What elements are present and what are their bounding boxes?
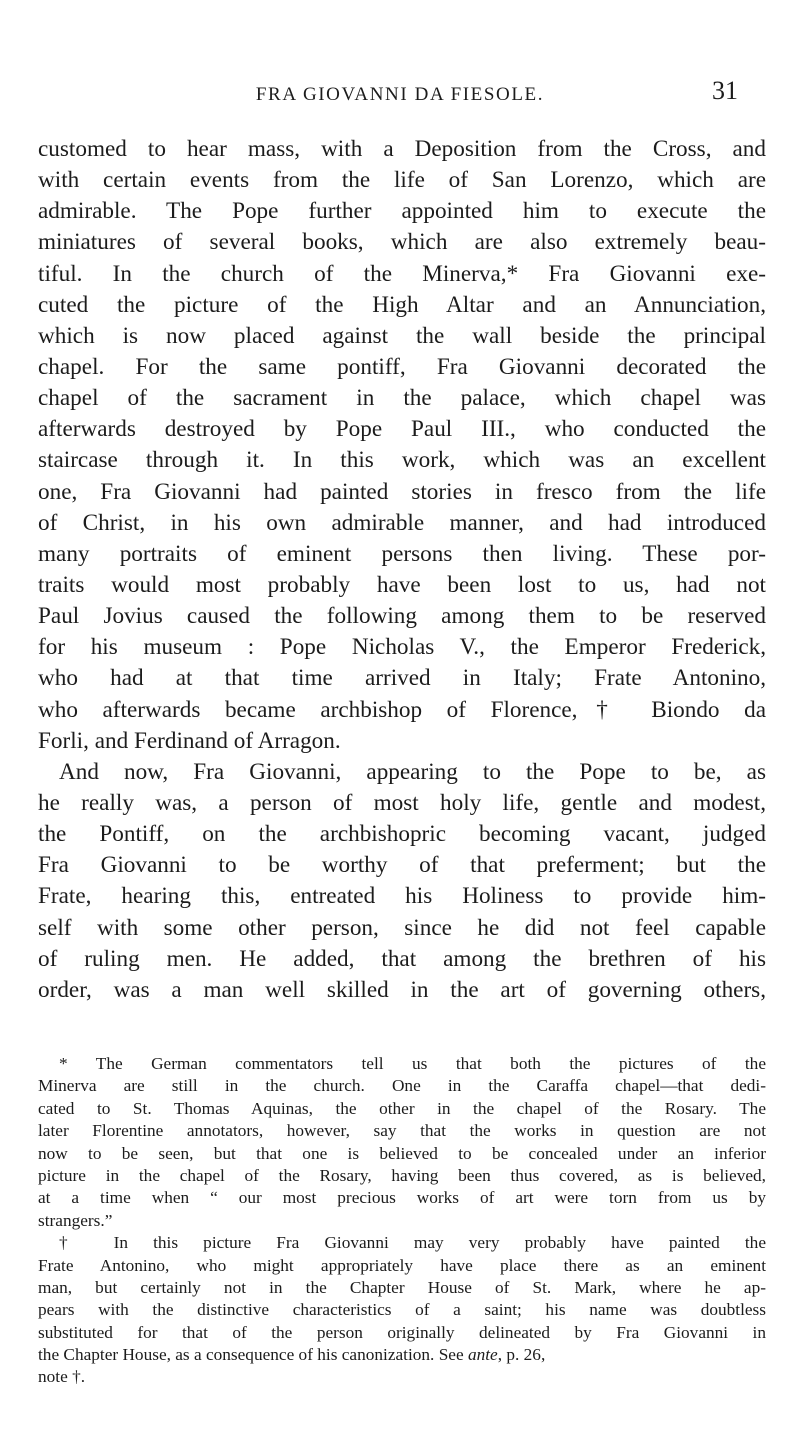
footnote-line: at a time when “ our most precious works of art were torn from us by — [38, 1188, 766, 1208]
text-line: who afterwards became archbishop of Florence,† Biondo da — [38, 696, 766, 723]
footnotes — [38, 1053, 766, 1389]
page-header — [0, 76, 800, 112]
text-line: tiful. In the church of the Minerva,* Fra Giovanni exe- — [38, 260, 766, 287]
main-text — [38, 134, 766, 1006]
text-line: staircase through it. In this work, which was an excellent — [38, 447, 766, 474]
text-line: self with some other person, since he did not feel capable — [38, 914, 766, 941]
text-line: with certain events from the life of San Lorenzo, which are — [38, 167, 766, 194]
footnote-line: picture in the chapel of the Rosary, having been thus covered, as is believed, — [38, 1165, 766, 1185]
text-line: of Christ, in his own admirable manner, and had introduced — [38, 509, 766, 536]
text-line: order, was a man well skilled in the art of governing others, — [38, 976, 766, 1003]
footnote-line — [38, 1344, 766, 1366]
footnote-line: note †. — [38, 1367, 86, 1387]
text-line: chapel of the sacrament in the palace, which chapel was — [38, 385, 766, 412]
text-line: chapel. For the same pontiff, Fra Giovanni decorated the — [38, 353, 766, 380]
footnote-line: strangers.” — [38, 1210, 113, 1230]
footnote-line: Minerva are still in the church. One in the Caraffa chapel—that dedi- — [38, 1076, 766, 1096]
text-line: Paul Jovius caused the following among them to be reserved — [38, 603, 766, 630]
footnote-line: man, but certainly not in the Chapter House of St. Mark, where he ap- — [38, 1277, 766, 1297]
text-line: afterwards destroyed by Pope Paul III., who conducted the — [38, 416, 766, 443]
text-line: Fra Giovanni to be worthy of that preferment; but the — [38, 852, 766, 879]
footnote-line: later Florentine annotators, however, say that the works in question are not — [38, 1121, 766, 1141]
footnote-line: now to be seen, but that one is believed to be concealed under an inferior — [38, 1143, 766, 1163]
text-line: customed to hear mass, with a Deposition from the Cross, and — [38, 136, 766, 162]
running-title: FRA GIOVANNI DA FIESOLE. — [255, 84, 545, 105]
footnote-line: Frate Antonino, who might appropriately have place there as an eminent — [38, 1255, 766, 1275]
text-line: for his museum : Pope Nicholas V., the Emperor Frederick, — [38, 634, 766, 661]
footnote-line: cated to St. Thomas Aquinas, the other in the chapel of the Rosary. The — [38, 1098, 766, 1118]
text-line: Frate, hearing this, entreated his Holiness to provide him- — [38, 883, 766, 910]
text-line: traits would most probably have been lost to us, had not — [38, 571, 766, 598]
footnote-line: substituted for that of the person originally delineated by Fra Giovanni in — [38, 1322, 766, 1342]
text-line: many portraits of eminent persons then living. These por- — [38, 540, 766, 567]
text-line: one, Fra Giovanni had painted stories in fresco from the life — [38, 478, 766, 505]
footnote-line: pears with the distinctive characteristics of a saint; his name was doubtless — [38, 1300, 766, 1320]
ante-reference: ante — [467, 1345, 498, 1365]
text-line: he really was, a person of most holy life, gentle and modest, — [38, 789, 766, 816]
text-line: cuted the picture of the High Altar and an Annunciation, — [38, 291, 766, 318]
text-line: of ruling men. He added, that among the brethren of his — [38, 945, 766, 972]
text-line: admirable. The Pope further appointed him to execute the — [38, 198, 766, 225]
text-line: which is now placed against the wall beside the principal — [38, 322, 766, 349]
footnote-line: * The German commentators tell us that both the pictures of the — [59, 1054, 766, 1073]
text-line: miniatures of several books, which are also extremely beau- — [38, 229, 766, 256]
footnote-text: , p. 26, — [497, 1345, 546, 1365]
text-line: And now, Fra Giovanni, appearing to the Pope to be, as — [59, 758, 766, 785]
text-line: Forli, and Ferdinand of Arragon. — [38, 727, 341, 754]
text-line: the Pontiff, on the archbishopric becoming vacant, judged — [38, 821, 766, 848]
footnote-line: † In this picture Fra Giovanni may very probably have painted the — [59, 1233, 766, 1253]
page-number: 31 — [712, 76, 738, 105]
text-line: who had at that time arrived in Italy; Frate Antonino, — [38, 665, 766, 692]
footnote-text: the Chapter House, as a consequence of his canonization. See — [38, 1345, 468, 1365]
